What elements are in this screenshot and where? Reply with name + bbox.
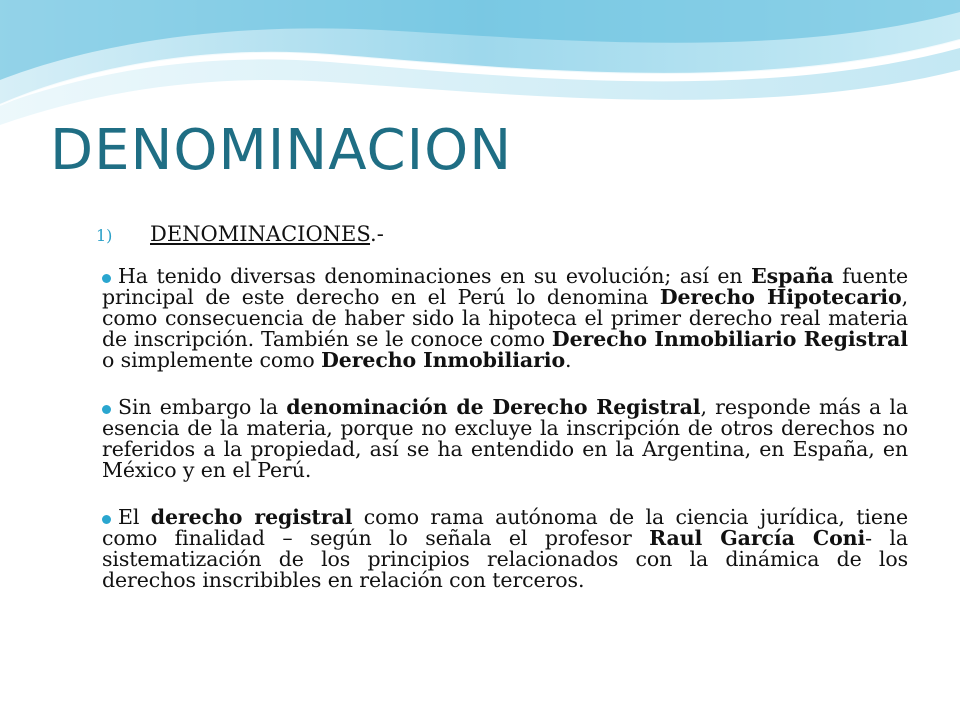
paragraph-2: [102, 397, 908, 481]
text-run: fuente principal de este derecho en el Perú lo denomina: [102, 264, 908, 309]
heading-number: 1): [96, 226, 113, 245]
paragraph-3: [102, 507, 908, 591]
section-heading: [96, 222, 908, 246]
paragraph-1: [102, 266, 908, 371]
slide-title: DENOMINACION: [50, 118, 513, 183]
text-run: , como consecuencia de haber sido la hipoteca el primer derecho real materia de inscripción. También se le conoce como: [102, 285, 908, 351]
bold-text-run: Derecho Hipotecario: [659, 285, 902, 309]
text-run: como rama autónoma de la ciencia jurídica, tiene como finalidad – según lo señala el profesor: [102, 505, 908, 550]
text-run: El: [118, 505, 151, 529]
heading-suffix: .-: [370, 222, 384, 246]
bold-text-run: Derecho Inmobiliario: [321, 348, 566, 372]
text-run: , responde más a la esencia de la materia, porque no excluye la inscripción de otros derechos no referidos a la propiedad, así se ha entendido en la Argentina, en España, en México y en el Perú.: [102, 395, 908, 482]
bullet-icon: [102, 274, 111, 283]
bullet-icon: [102, 405, 111, 414]
slide-content: [96, 222, 909, 617]
text-run: Sin embargo la: [118, 395, 287, 419]
heading-text: [150, 222, 384, 246]
bold-text-run: Derecho Inmobiliario Registral: [551, 327, 908, 351]
text-run: o simplemente como: [102, 348, 322, 372]
bold-text-run: denominación de Derecho Registral: [286, 395, 701, 419]
text-run: Ha tenido diversas denominaciones en su evolución; así en: [118, 264, 752, 288]
text-run: - la sistematización de los principios relacionados con la dinámica de los derechos inscribibles en relación con terceros.: [102, 526, 909, 592]
bold-text-run: derecho registral: [150, 505, 353, 529]
text-run: .: [565, 348, 572, 372]
bold-text-run: Raul García Coni: [649, 526, 866, 550]
heading-underlined: DENOMINACIONES: [150, 222, 371, 246]
bullet-icon: [102, 515, 111, 524]
bold-text-run: España: [751, 264, 834, 288]
